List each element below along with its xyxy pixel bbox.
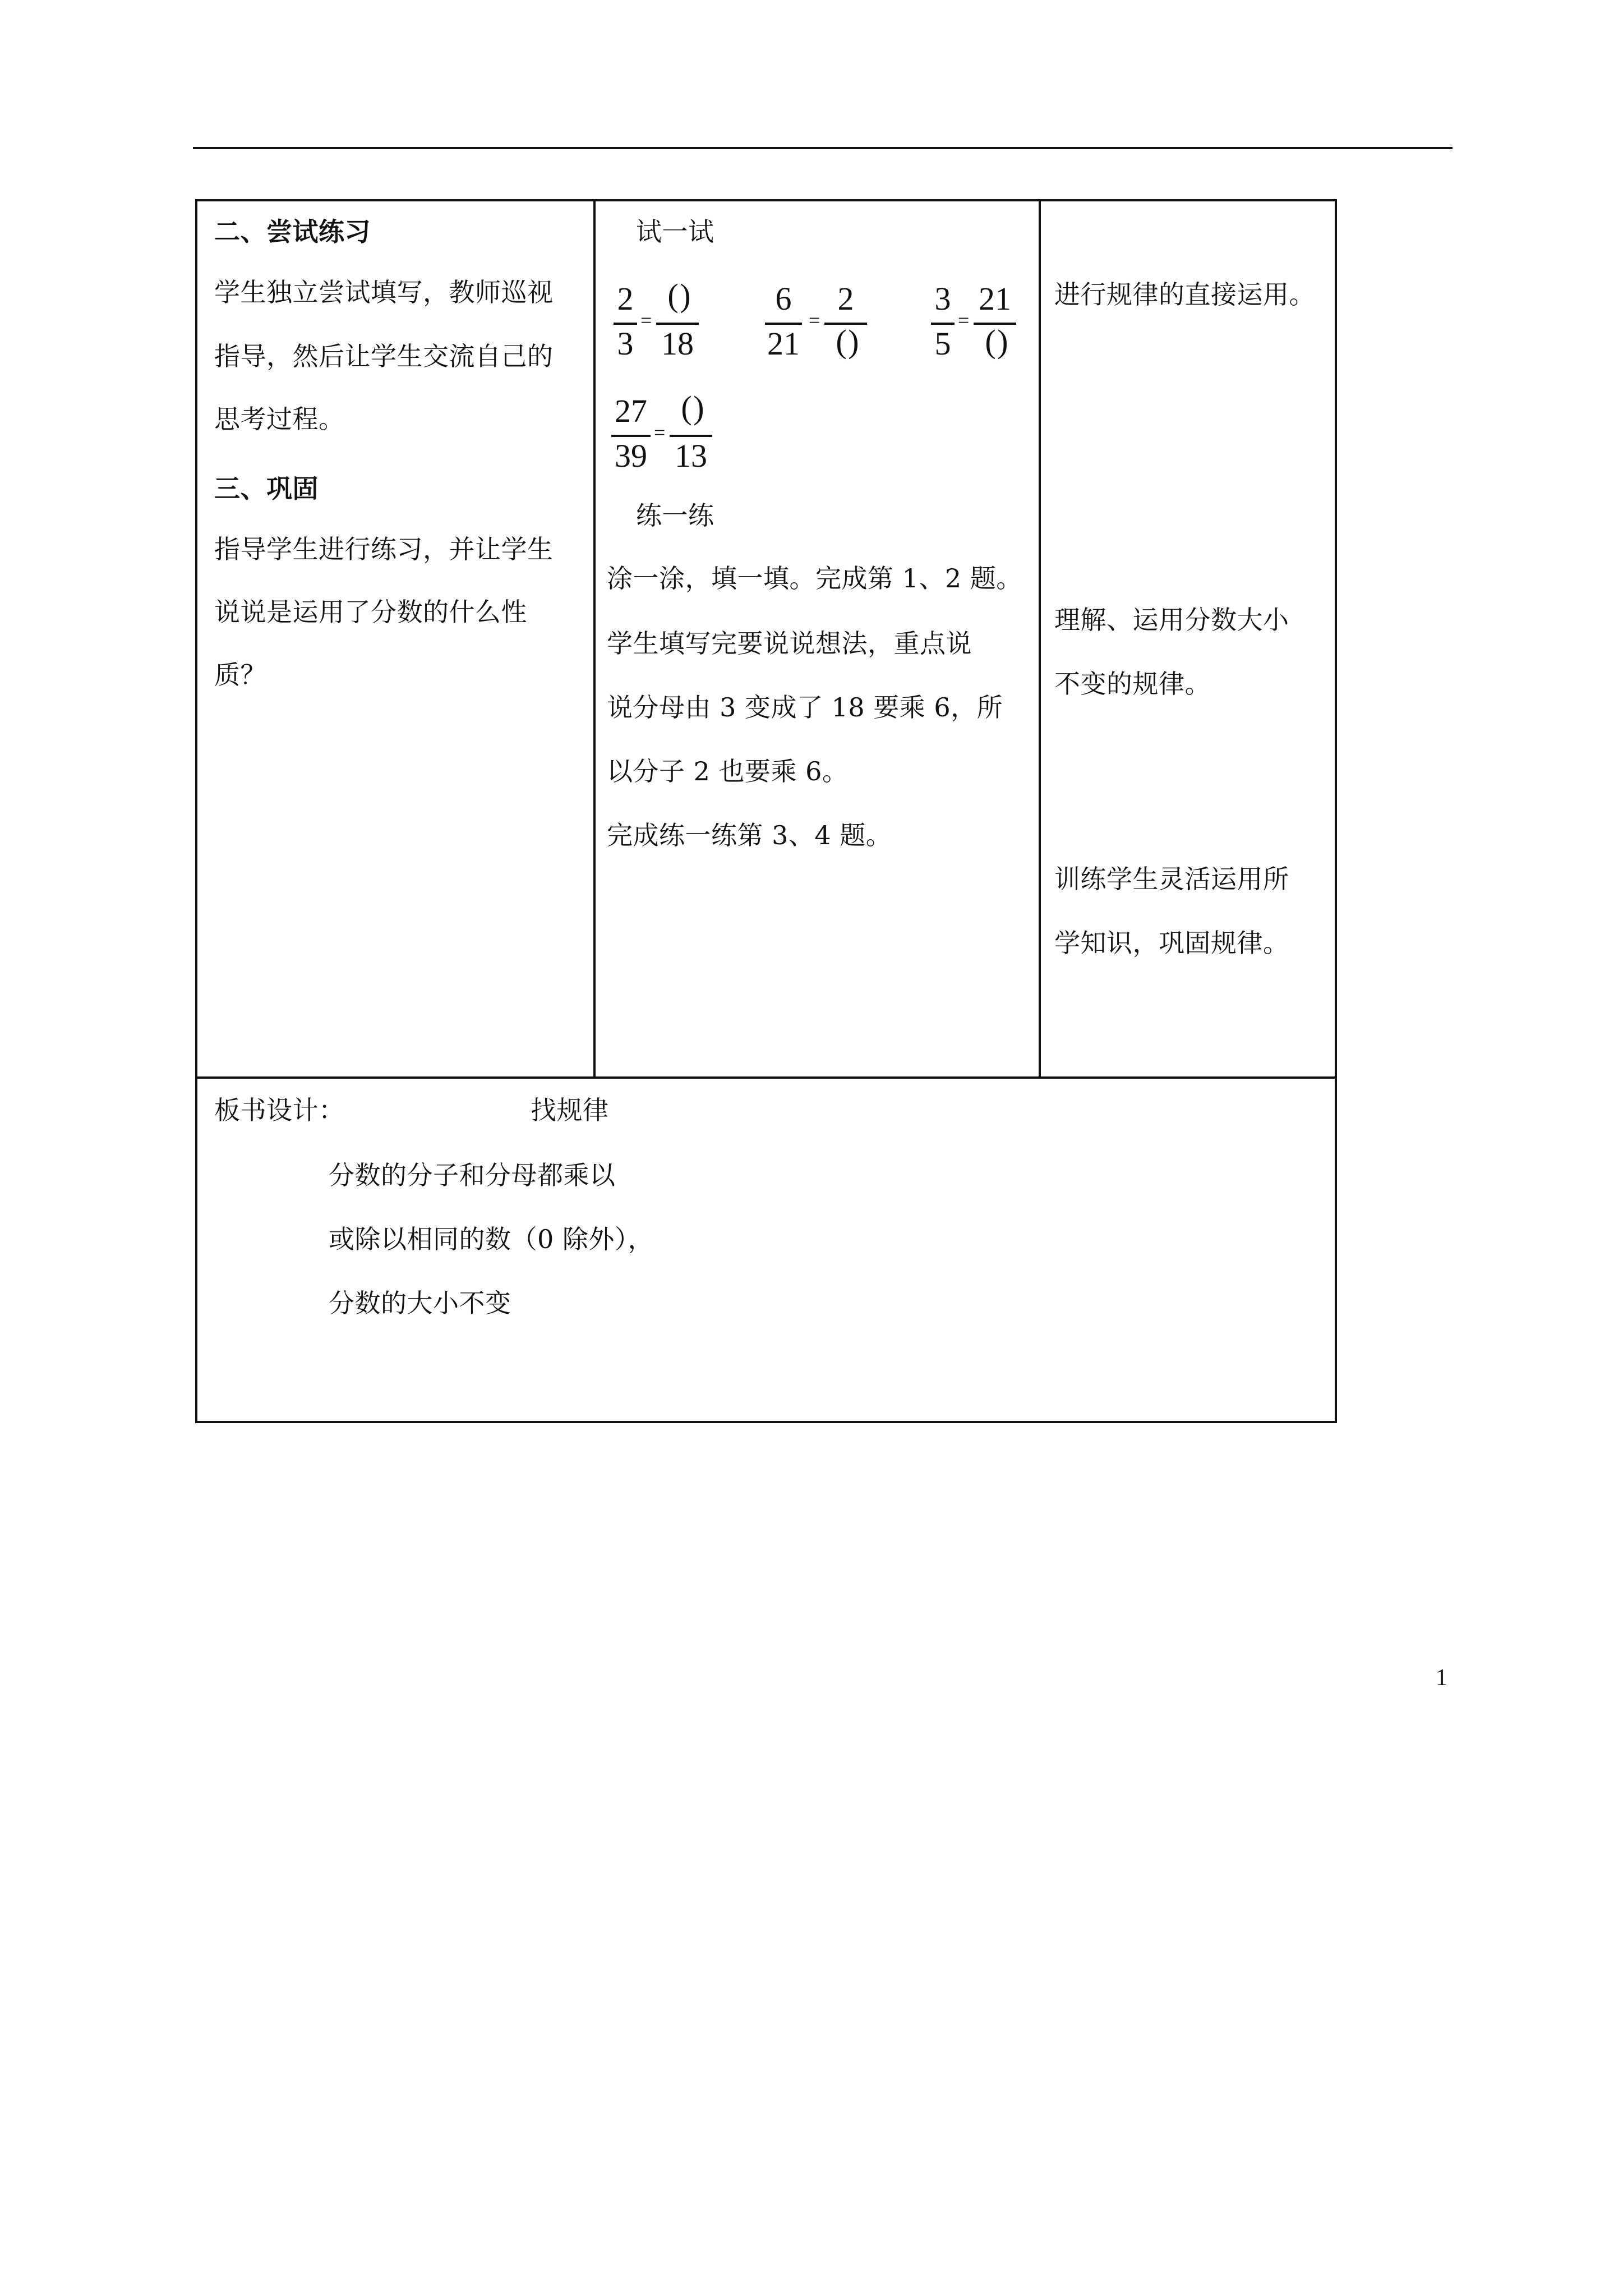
board-line: 或除以相同的数（0 除外）， [329, 1224, 654, 1254]
fraction-numerator: 2 [837, 280, 854, 317]
middle-text-line: 完成练一练第 3、4 题。 [607, 820, 892, 850]
right-note-line: 进行规律的直接运用。 [1054, 279, 1315, 310]
right-note-line: 不变的规律。 [1054, 669, 1211, 699]
fraction-bar [611, 435, 651, 437]
middle-text-line: 涂一涂，填一填。完成第 1、2 题。 [607, 563, 1022, 593]
fraction-bar [765, 323, 802, 325]
fraction-denominator-blank: ( ) [985, 323, 1005, 360]
fraction-numerator: 6 [775, 280, 792, 317]
fraction-bar [931, 323, 955, 325]
fraction-denominator: 21 [767, 325, 800, 362]
middle-text-line: 说分母由 3 变成了 18 要乘 6，所 [607, 692, 1003, 723]
lesson-table [195, 199, 1337, 1423]
right-note-line: 理解、运用分数大小 [1054, 605, 1289, 635]
fraction-denominator: 18 [661, 325, 694, 362]
equals-sign: = [640, 309, 652, 332]
left-text-line: 指导，然后让学生交流自己的 [214, 341, 554, 371]
section-heading-consolidate: 三、巩固 [214, 473, 319, 504]
practice-title: 练一练 [636, 500, 714, 531]
fraction-numerator: 21 [979, 280, 1011, 317]
fraction-denominator: 13 [675, 438, 707, 474]
fraction-numerator: 3 [934, 280, 951, 317]
board-title: 找规律 [531, 1095, 609, 1125]
left-text-line: 学生独立尝试填写，教师巡视 [214, 277, 554, 307]
equals-sign: = [654, 421, 666, 444]
board-label: 板书设计： [214, 1095, 345, 1125]
middle-text-line: 学生填写完要说说想法，重点说 [607, 628, 972, 659]
fraction-bar [614, 323, 637, 325]
left-text-line: 指导学生进行练习，并让学生 [214, 534, 554, 564]
fraction-denominator: 39 [615, 438, 647, 474]
board-line: 分数的大小不变 [329, 1288, 511, 1318]
column-divider-right [1039, 201, 1041, 1076]
section-heading-try-practice: 二、尝试练习 [214, 217, 371, 247]
fraction-denominator: 3 [617, 325, 634, 362]
equals-sign: = [958, 309, 970, 332]
fraction-numerator-blank: ( ) [667, 277, 688, 314]
fraction-denominator-blank: ( ) [836, 323, 856, 360]
fraction-denominator: 5 [934, 325, 951, 362]
left-text-line: 说说是运用了分数的什么性 [214, 597, 527, 627]
left-text-line: 思考过程。 [214, 404, 345, 434]
left-text-line: 质？ [214, 660, 266, 690]
equals-sign: = [809, 309, 820, 332]
fraction-numerator-blank: ( ) [681, 389, 701, 426]
right-note-line: 学知识，巩固规律。 [1054, 928, 1289, 958]
middle-text-line: 以分子 2 也要乘 6。 [607, 756, 849, 786]
board-line: 分数的分子和分母都乘以 [329, 1160, 616, 1190]
fraction-bar [656, 323, 699, 325]
try-title: 试一试 [636, 217, 714, 247]
row-divider [197, 1076, 1335, 1079]
column-divider-left [593, 201, 596, 1076]
fraction-numerator: 27 [615, 393, 647, 429]
fraction-numerator: 2 [617, 280, 634, 317]
page-number: 1 [1436, 1665, 1447, 1691]
header-rule [193, 147, 1453, 149]
right-note-line: 训练学生灵活运用所 [1054, 864, 1289, 894]
fraction-bar [670, 435, 712, 437]
